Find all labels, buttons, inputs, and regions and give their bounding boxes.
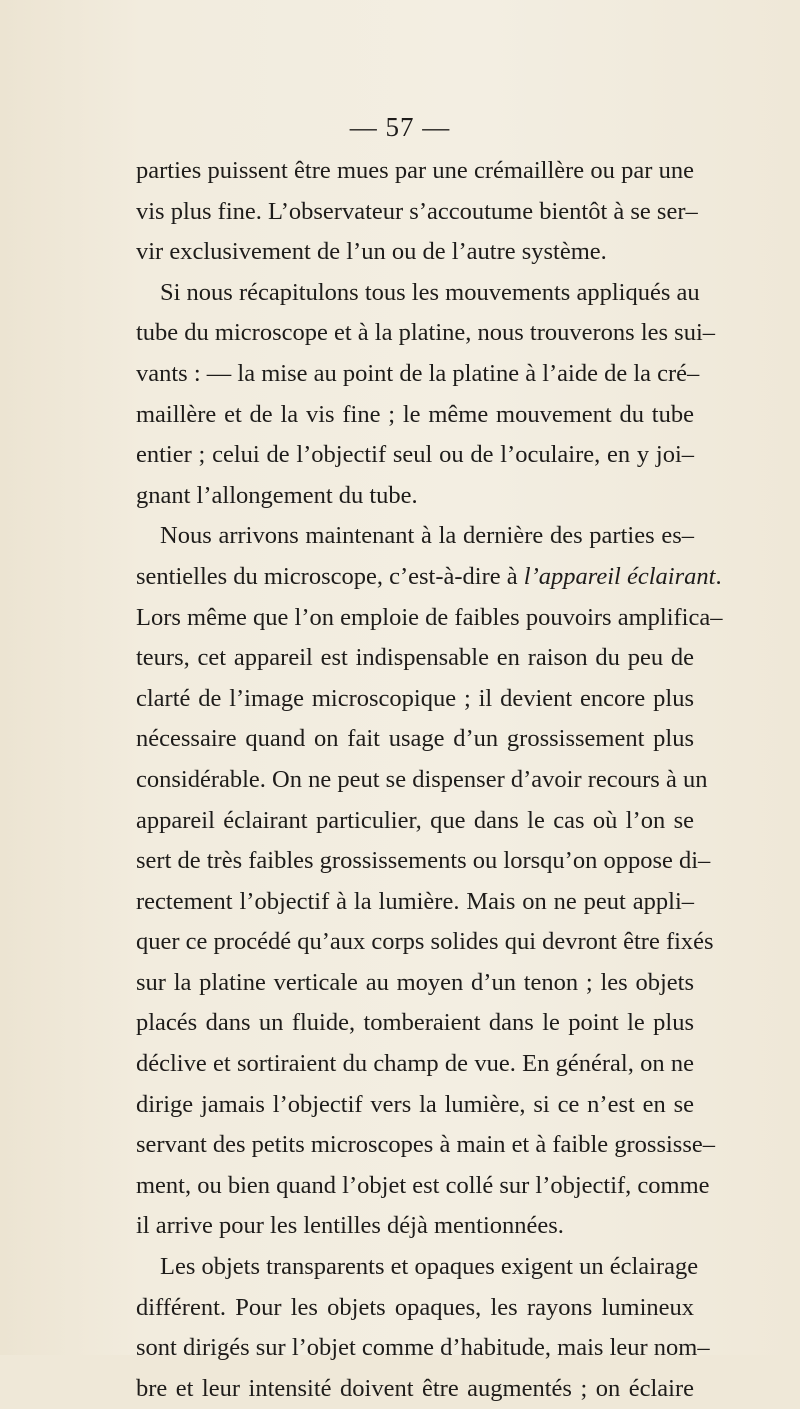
text-line-content: sert de très faibles grossissements ou lorsqu’on oppose di– (136, 847, 711, 875)
text-line-content: Lors même que l’on emploie de faibles pouvoirs amplifica– (136, 603, 723, 631)
text-line-content: parties puissent être mues par une crémaillère ou par une (136, 157, 694, 184)
text-line (136, 516, 694, 557)
text-line-content: sentielles du microscope, c’est-à-dire à (136, 562, 524, 590)
text-line-content: entier ; celui de l’objectif seul ou de l’oculaire, en y joi– (136, 441, 694, 469)
text-line-content: considérable. On ne peut se dispenser d’avoir recours à un (136, 765, 708, 793)
text-line (136, 1369, 694, 1409)
text-line-content: quer ce procédé qu’aux corps solides qui devront être fixés (136, 928, 714, 956)
text-line-content: teurs, cet appareil est indispensable en raison du peu de (136, 644, 694, 672)
text-line-content: bre et leur intensité doivent être augmentés ; on éclaire (136, 1374, 694, 1402)
text-line-content: appareil éclairant particulier, que dans le cas où l’on se (136, 806, 694, 834)
text-line (136, 151, 694, 192)
text-line (136, 841, 711, 882)
body-text (136, 151, 723, 1409)
text-line-content: Nous arrivons maintenant à la dernière des parties es– (160, 522, 694, 550)
text-line (136, 719, 694, 760)
text-line-content: sont dirigés sur l’objet comme d’habitude, mais leur nom– (136, 1334, 710, 1362)
text-line (136, 598, 723, 639)
text-line-content: servant des petits microscopes à main et à faible grossisse– (136, 1131, 715, 1159)
text-line (136, 313, 716, 354)
text-line (136, 232, 694, 273)
text-line (136, 801, 694, 842)
text-line-content: tube du microscope et à la platine, nous trouverons les sui– (136, 319, 716, 347)
text-line (136, 557, 722, 598)
text-line (136, 476, 694, 517)
text-line (136, 1003, 694, 1044)
text-line (136, 354, 700, 395)
text-line-content: Les objets transparents et opaques exigent un éclairage (160, 1253, 699, 1281)
text-line (136, 192, 698, 233)
text-line (136, 1125, 715, 1166)
text-line-content: nécessaire quand on fait usage d’un grossissement plus (136, 725, 694, 753)
text-line (136, 963, 694, 1004)
text-line-content: sur la platine verticale au moyen d’un tenon ; les objets (136, 968, 694, 996)
text-line-content: placés dans un fluide, tomberaient dans le point le plus (136, 1009, 694, 1037)
text-line-content: Si nous récapitulons tous les mouvements appliqués au (160, 278, 700, 306)
text-line-content: déclive et sortiraient du champ de vue. En général, on ne (136, 1050, 694, 1078)
italic-term: l’appareil éclairant (523, 562, 716, 590)
text-line-content: vir exclusivement de l’un ou de l’autre système. (136, 238, 607, 266)
text-line (136, 679, 694, 720)
text-line-content: dirige jamais l’objectif vers la lumière, si ce n’est en se (136, 1090, 694, 1118)
text-line (136, 1044, 694, 1085)
text-line-content: clarté de l’image microscopique ; il devient encore plus (136, 684, 694, 712)
text-line (136, 435, 694, 476)
text-line (136, 1288, 694, 1329)
text-line (136, 922, 714, 963)
text-line-content: vants : — la mise au point de la platine à l’aide de la cré– (136, 359, 700, 387)
text-line (136, 1166, 710, 1207)
text-line (136, 1247, 699, 1288)
text-line-content: ment, ou bien quand l’objet est collé sur l’objectif, comme (136, 1171, 710, 1199)
text-line-content: maillère et de la vis fine ; le même mouvement du tube (136, 400, 694, 428)
text-line (136, 273, 700, 314)
text-line (136, 638, 694, 679)
text-line (136, 1328, 710, 1369)
text-line (136, 1085, 694, 1126)
text-line (136, 1206, 694, 1247)
text-line-suffix: . (715, 562, 722, 590)
page-number: — 57 — (349, 112, 451, 142)
text-line-content: gnant l’allongement du tube. (136, 481, 418, 509)
text-line-content: il arrive pour les lentilles déjà mentionnées. (136, 1212, 564, 1240)
text-line-content: vis plus fine. L’observateur s’accoutume bientôt à se ser– (136, 197, 698, 225)
text-line (136, 760, 708, 801)
text-line (136, 882, 694, 923)
text-line (136, 395, 694, 436)
text-line-content: différent. Pour les objets opaques, les rayons lumineux (136, 1293, 694, 1321)
text-line-content: rectement l’objectif à la lumière. Mais on ne peut appli– (136, 887, 694, 915)
